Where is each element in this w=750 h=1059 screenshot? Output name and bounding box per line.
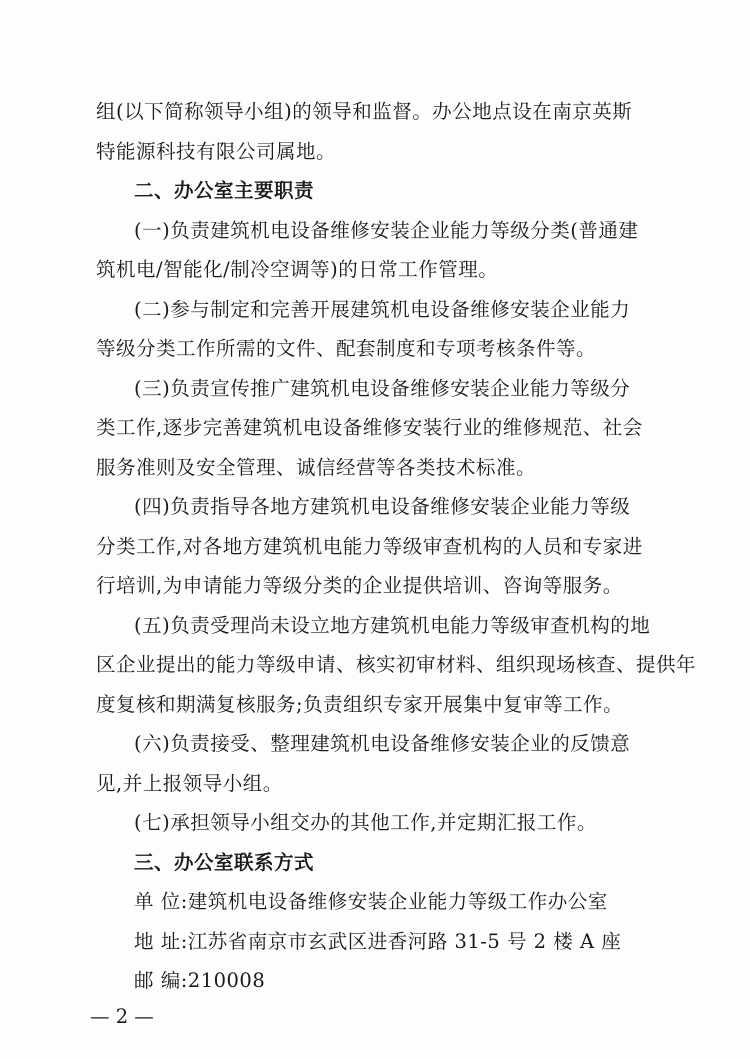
text-line: 筑机电/智能化/制冷空调等)的日常工作管理。	[96, 258, 499, 281]
section-heading: 三、办公室联系方式	[134, 851, 315, 874]
text-line: 见,并上报领导小组。	[96, 772, 283, 795]
contact-postcode	[134, 969, 265, 993]
text-line: (六)负责接受、整理建筑机电设备维修安装企业的反馈意	[134, 732, 631, 755]
contact-address	[134, 930, 621, 954]
text-line: (五)负责受理尚未设立地方建筑机电能力等级审查机构的地	[134, 614, 651, 637]
text-line: 行培训,为申请能力等级分类的企业提供培训、咨询等服务。	[96, 574, 623, 597]
text-line: 服务准则及安全管理、诚信经营等各类技术标准。	[96, 456, 537, 479]
text-line: 组(以下简称领导小组)的领导和监督。办公地点设在南京英斯	[96, 100, 633, 123]
section-heading: 二、办公室主要职责	[134, 179, 315, 202]
text-line: (四)负责指导各地方建筑机电设备维修安装企业能力等级	[134, 495, 631, 518]
text-line: 等级分类工作所需的文件、配套制度和专项考核条件等。	[96, 337, 597, 360]
text-line: 分类工作,对各地方建筑机电能力等级审查机构的人员和专家进	[96, 535, 643, 558]
contact-postcode-label: 邮 编:	[134, 969, 188, 992]
text-line: 度复核和期满复核服务;负责组织专家开展集中复审等工作。	[96, 693, 624, 716]
contact-postcode-value: 210008	[187, 969, 266, 992]
text-line: (七)承担领导小组交办的其他工作,并定期汇报工作。	[134, 811, 597, 834]
contact-unit	[134, 890, 608, 914]
page-number: — 2 —	[90, 1005, 154, 1028]
text-line: (三)负责宣传推广建筑机电设备维修安装企业能力等级分	[134, 377, 631, 400]
contact-unit-label: 单 位:	[134, 890, 188, 913]
text-line: 特能源科技有限公司属地。	[96, 140, 337, 163]
contact-unit-value: 建筑机电设备维修安装企业能力等级工作办公室	[187, 890, 608, 913]
text-line: 类工作,逐步完善建筑机电设备维修安装行业的维修规范、社会	[96, 416, 643, 439]
text-line: 区企业提出的能力等级申请、核实初审材料、组织现场核查、提供年	[96, 653, 697, 676]
text-line: (二)参与制定和完善开展建筑机电设备维修安装企业能力	[134, 298, 631, 321]
contact-address-label: 地 址:	[134, 930, 188, 953]
text-line: (一)负责建筑机电设备维修安装企业能力等级分类(普通建	[134, 219, 639, 242]
contact-address-value: 江苏省南京市玄武区进香河路 31-5 号 2 楼 A 座	[187, 930, 622, 953]
